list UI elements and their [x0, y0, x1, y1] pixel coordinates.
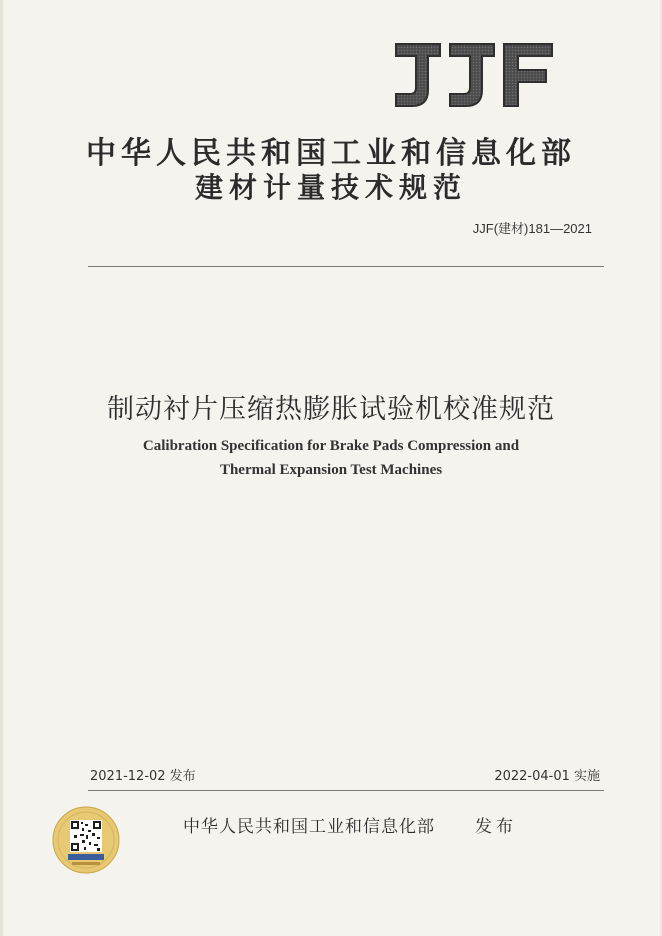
publisher-name: 中华人民共和国工业和信息化部	[183, 817, 435, 837]
issuing-ministry: 中华人民共和国工业和信息化部	[86, 136, 576, 171]
publisher-action: 发布	[475, 817, 517, 837]
document-title-english-line1: Calibration Specification for Brake Pads Compression and	[142, 438, 520, 454]
bottom-divider	[88, 790, 604, 791]
jjf-logo	[388, 40, 556, 110]
document-title-chinese: 制动衬片压缩热膨胀试验机校准规范	[107, 394, 555, 425]
document-code: JJF(建材)181—2021	[472, 221, 592, 236]
effective-date: 2022-04-01 实施	[494, 769, 600, 784]
anti-counterfeit-sticker-icon	[52, 806, 120, 874]
issue-date: 2021-12-02 发布	[90, 769, 196, 784]
specification-category: 建材计量技术规范	[194, 171, 467, 204]
top-divider	[88, 266, 604, 267]
document-title-english-line2: Thermal Expansion Test Machines	[219, 462, 443, 478]
